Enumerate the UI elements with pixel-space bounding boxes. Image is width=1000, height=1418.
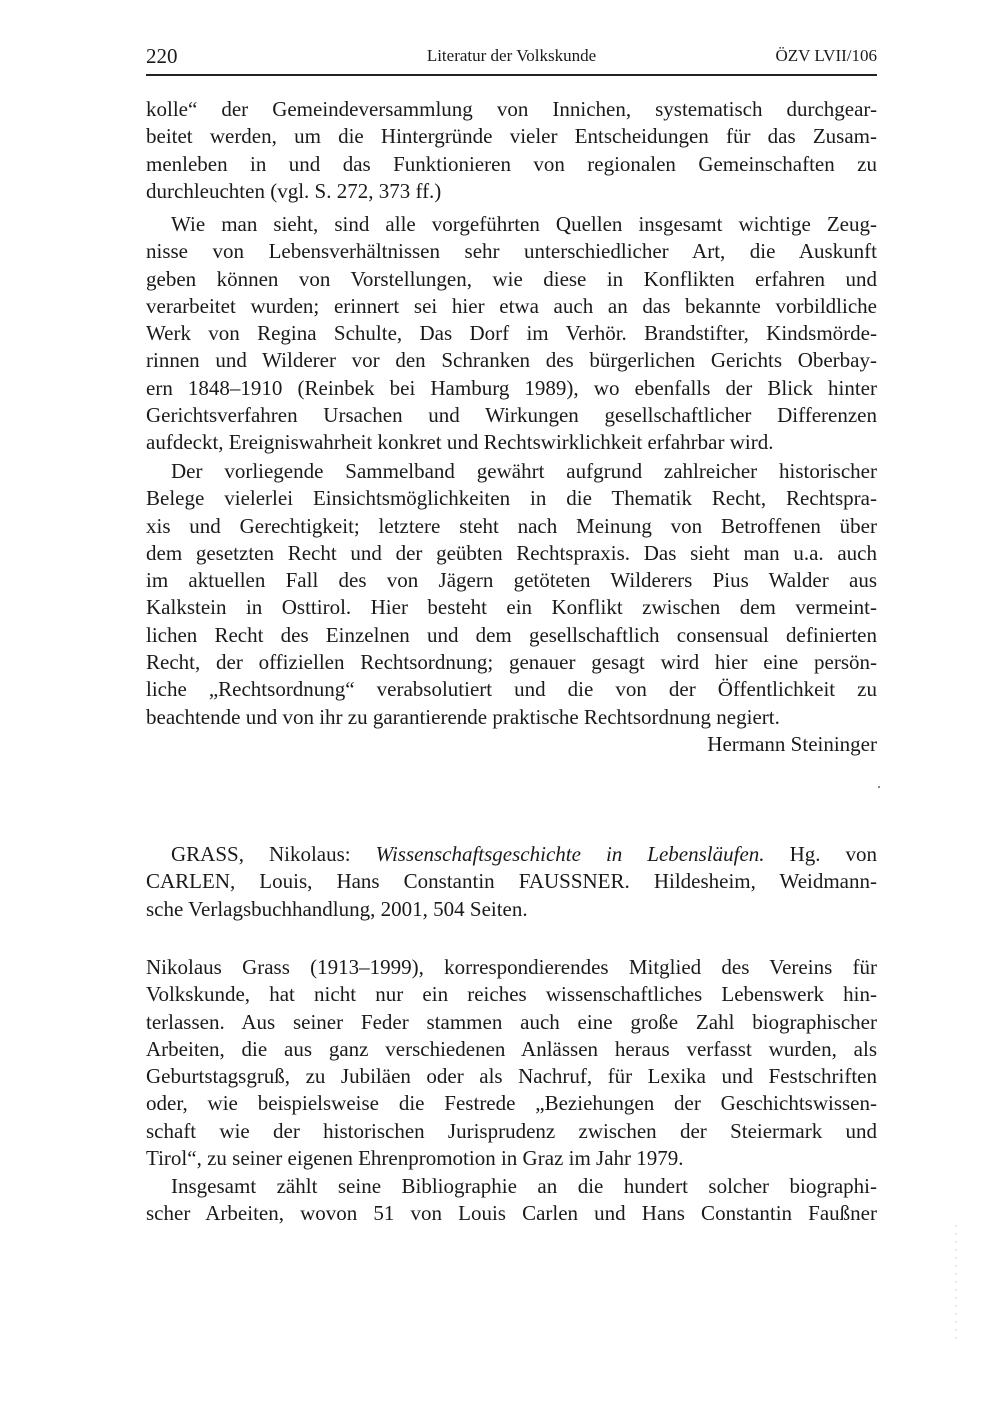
reviewer-signature: Hermann Steininger xyxy=(707,731,877,756)
review1-paragraph-3 xyxy=(146,458,877,758)
text-line: liche „Rechtsordnung“ verabsolutiert und die von der Öffentlichkeit zu xyxy=(146,677,877,702)
page-number: 220 xyxy=(146,44,178,68)
citation-line: CARLEN, Louis, Hans Constantin FAUSSNER. Hildesheim, Weidmann- xyxy=(146,869,877,894)
citation-title: Wissenschaftsgeschichte in Lebensläufen. xyxy=(375,842,765,866)
section-title: Literatur der Volkskunde xyxy=(426,46,597,65)
review2-paragraph-2 xyxy=(146,1173,877,1228)
text-line: xis und Gerechtigkeit; letztere steht nach Meinung von Betroffenen über xyxy=(146,513,877,538)
text-line: aufdeckt, Ereigniswahrheit konkret und Rechtswirklichkeit erfahrbar wird. xyxy=(146,430,774,455)
citation-editors-prefix: Hg. von xyxy=(789,842,877,866)
scan-artifact-dot xyxy=(878,786,880,788)
text-line: Gerichtsverfahren Ursachen und Wirkungen gesellschaftlicher Differenzen xyxy=(146,403,877,428)
text-line: scher Arbeiten, wovon 51 von Louis Carlen und Hans Constantin Faußner xyxy=(146,1201,877,1226)
text-line: Arbeiten, die aus ganz verschiedenen Anlässen heraus verfasst wurden, als xyxy=(146,1036,877,1061)
text-line: durchleuchten (vgl. S. 272, 373 ff.) xyxy=(146,178,442,203)
review1-paragraph-1 xyxy=(146,96,877,205)
text-line: Kalkstein in Osttirol. Hier besteht ein Konflikt zwischen dem vermeint- xyxy=(146,595,877,620)
text-line: Nikolaus Grass (1913–1999), korrespondierendes Mitglied des Vereins für xyxy=(146,955,877,979)
text-line: beachtende und von ihr zu garantierende praktische Rechtsordnung negiert. xyxy=(146,704,780,729)
text-line: Werk von Regina Schulte, Das Dorf im Verhör. Brandstifter, Kindsmörde- xyxy=(146,321,877,346)
text-line: ern 1848–1910 (Reinbek bei Hamburg 1989), wo ebenfalls der Blick hinter xyxy=(146,375,877,400)
review1-paragraph-2 xyxy=(146,211,877,457)
header-rule xyxy=(146,74,877,76)
text-line: Der vorliegende Sammelband gewährt aufgrund zahlreicher historischer xyxy=(171,459,877,483)
text-line: oder, wie beispielsweise die Festrede „Beziehungen der Geschichtswissen- xyxy=(146,1091,877,1116)
text-line: dem gesetzten Recht und der geübten Rechtspraxis. Das sieht man u.a. auch xyxy=(146,540,877,565)
citation-line: sche Verlagsbuchhandlung, 2001, 504 Seiten. xyxy=(146,896,528,921)
review2-paragraph-1 xyxy=(146,954,877,1172)
text-line: Insgesamt zählt seine Bibliographie an die hundert solcher biographi- xyxy=(171,1174,877,1198)
text-line: Tirol“, zu seiner eigenen Ehrenpromotion in Graz im Jahr 1979. xyxy=(146,1146,684,1171)
text-line: Volkskunde, hat nicht nur ein reiches wissenschaftliches Lebenswerk hin- xyxy=(146,982,877,1007)
text-line: nisse von Lebensverhältnissen sehr unterschiedlicher Art, die Auskunft xyxy=(146,239,877,264)
text-line: Geburtstagsgruß, zu Jubiläen oder als Nachruf, für Lexika und Festschriften xyxy=(146,1064,877,1089)
text-line: Wie man sieht, sind alle vorgeführten Quellen insgesamt wichtige Zeug- xyxy=(171,212,877,236)
scan-artifact-margin xyxy=(955,1225,957,1345)
text-line: rinnen und Wilderer vor den Schranken des bürgerlichen Gerichts Oberbay- xyxy=(146,348,877,373)
text-line: kolle“ der Gemeindeversammlung von Innichen, systematisch durchgear- xyxy=(146,97,877,121)
citation-line xyxy=(146,841,877,868)
text-line: menleben in und das Funktionieren von regionalen Gemeinschaften zu xyxy=(146,151,877,176)
text-line: beitet werden, um die Hintergründe vieler Entscheidungen für das Zusam- xyxy=(146,124,877,149)
journal-reference: ÖZV LVII/106 xyxy=(775,46,877,65)
running-head xyxy=(146,44,877,74)
text-line: Belege vielerlei Einsichtsmöglichkeiten in die Thematik Recht, Rechtspra- xyxy=(146,486,877,511)
text-line: verarbeitet wurden; erinnert sei hier etwa auch an das bekannte vorbildliche xyxy=(146,293,877,318)
citation-author: GRASS, Nikolaus: xyxy=(171,842,351,866)
review2-citation xyxy=(146,841,877,923)
text-line: lichen Recht des Einzelnen und dem gesellschaftlich consensual definierten xyxy=(146,622,877,647)
text-line: schaft wie der historischen Jurisprudenz zwischen der Steiermark und xyxy=(146,1118,877,1143)
text-line: terlassen. Aus seiner Feder stammen auch eine große Zahl biographischer xyxy=(146,1009,877,1034)
text-line: geben können von Vorstellungen, wie diese in Konflikten erfahren und xyxy=(146,266,877,291)
text-line: im aktuellen Fall des von Jägern getöteten Wilderers Pius Walder aus xyxy=(146,568,877,593)
text-line: Recht, der offiziellen Rechtsordnung; genauer gesagt wird hier eine persön- xyxy=(146,650,877,675)
